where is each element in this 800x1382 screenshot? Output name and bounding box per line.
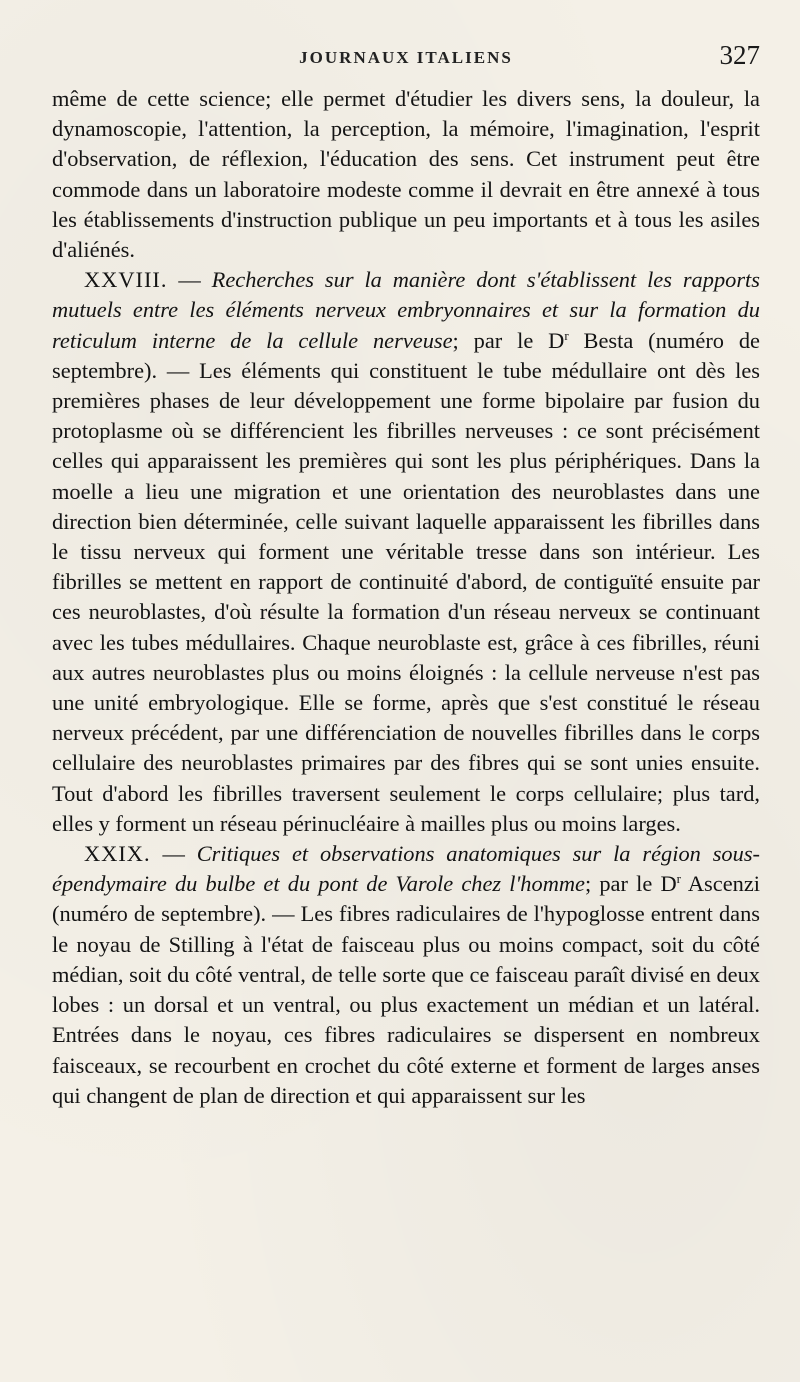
section-xxix bbox=[52, 839, 760, 1111]
section-xxviii-author-sup: r bbox=[564, 327, 569, 343]
section-xxix-author-post: Ascenzi (numéro de septembre). — bbox=[52, 871, 760, 927]
section-xxviii-numeral: XXVIII. bbox=[84, 267, 168, 293]
paragraph-continuation-text: même de cette science; elle permet d'étudier les divers sens, la douleur, la dynamoscopie, l'attention, la perception, la mémoire, l'imagination, l'esprit d'observation, de réflexion, l'éducation des sens. Cet instrument peut être commode dans un laboratoire modeste comme il devrait en être annexé à tous les établissements d'instruction publique un peu importants et à tous les asiles d'aliénés. bbox=[52, 86, 760, 263]
section-xxviii-body: Les éléments qui constituent le tube médullaire ont dès les premières phases de leur développement une forme bipolaire par fusion du protoplasme où se différencient les fibrilles nerveuses : ce sont précisément celles qui apparaissent les premières qui sont les plus périphériques. Dans la moelle a lieu une migration et une orientation des neuroblastes dans une direction bien déterminée, celle suivant laquelle apparaissent les fibrilles dans le tissu nerveux qui forment une véritable tresse dans son intérieur. Les fibrilles se mettent en rapport de continuité d'abord, de contiguïté ensuite par ces neuroblastes, d'où résulte la formation d'un réseau nerveux se continuant avec les tubes médullaires. Chaque neuroblaste est, grâce à ces fibrilles, réuni aux autres neuroblastes plus ou moins éloignés : la cellule nerveuse n'est pas une unité embryologique. Elle se forme, après que s'est constitué le réseau nerveux précédent, par une différenciation de nouvelles fibrilles dans le corps cellulaire des neuroblastes primaires par des fibres qui se sont unies ensuite. Tout d'abord les fibrilles traversent seulement le corps cellulaire; plus tard, elles y forment un réseau périnucléaire à mailles plus ou moins larges. bbox=[52, 357, 760, 836]
section-xxix-dash: — bbox=[150, 841, 197, 867]
section-xxviii-author-pre: ; par le D bbox=[452, 327, 565, 353]
body-text bbox=[52, 84, 760, 1111]
section-xxviii-title: Recherches sur la manière dont s'établissent les rapports mutuels entre les éléments nerveux embryonnaires et sur la formation du reticulum interne de la cellule nerveuse bbox=[52, 267, 760, 353]
running-title: JOURNAUX ITALIENS bbox=[299, 48, 513, 67]
section-xxix-numeral: XXIX. bbox=[84, 841, 151, 867]
section-xxix-title: Critiques et observations anatomiques sur la région sous-épendymaire du bulbe et du pont de Varole chez l'homme bbox=[52, 841, 760, 897]
section-xxix-author-sup: r bbox=[676, 871, 681, 887]
section-xxix-body: Les fibres radiculaires de l'hypoglosse entrent dans le noyau de Stilling à l'état de faisceau plus ou moins compact, soit du côté médian, soit du côté ventral, de telle sorte que ce faisceau paraît divisé en deux lobes : un dorsal et un ventral, ou plus exactement un médian et un latéral. Entrées dans le noyau, ces fibres radiculaires se dispersent en nombreux faisceaux, se recourbent en crochet du côté externe et forment de larges anses qui changent de plan de direction et qui apparaissent sur les bbox=[52, 901, 760, 1108]
page-number: 327 bbox=[719, 40, 760, 70]
section-xxix-author-pre: ; par le D bbox=[584, 871, 677, 897]
section-xxviii-author-post: Besta (numéro de septembre). — bbox=[52, 327, 760, 383]
section-xxviii bbox=[52, 265, 760, 839]
section-xxviii-dash: — bbox=[167, 267, 212, 293]
running-header bbox=[52, 38, 760, 78]
paragraph-continuation bbox=[52, 84, 760, 265]
